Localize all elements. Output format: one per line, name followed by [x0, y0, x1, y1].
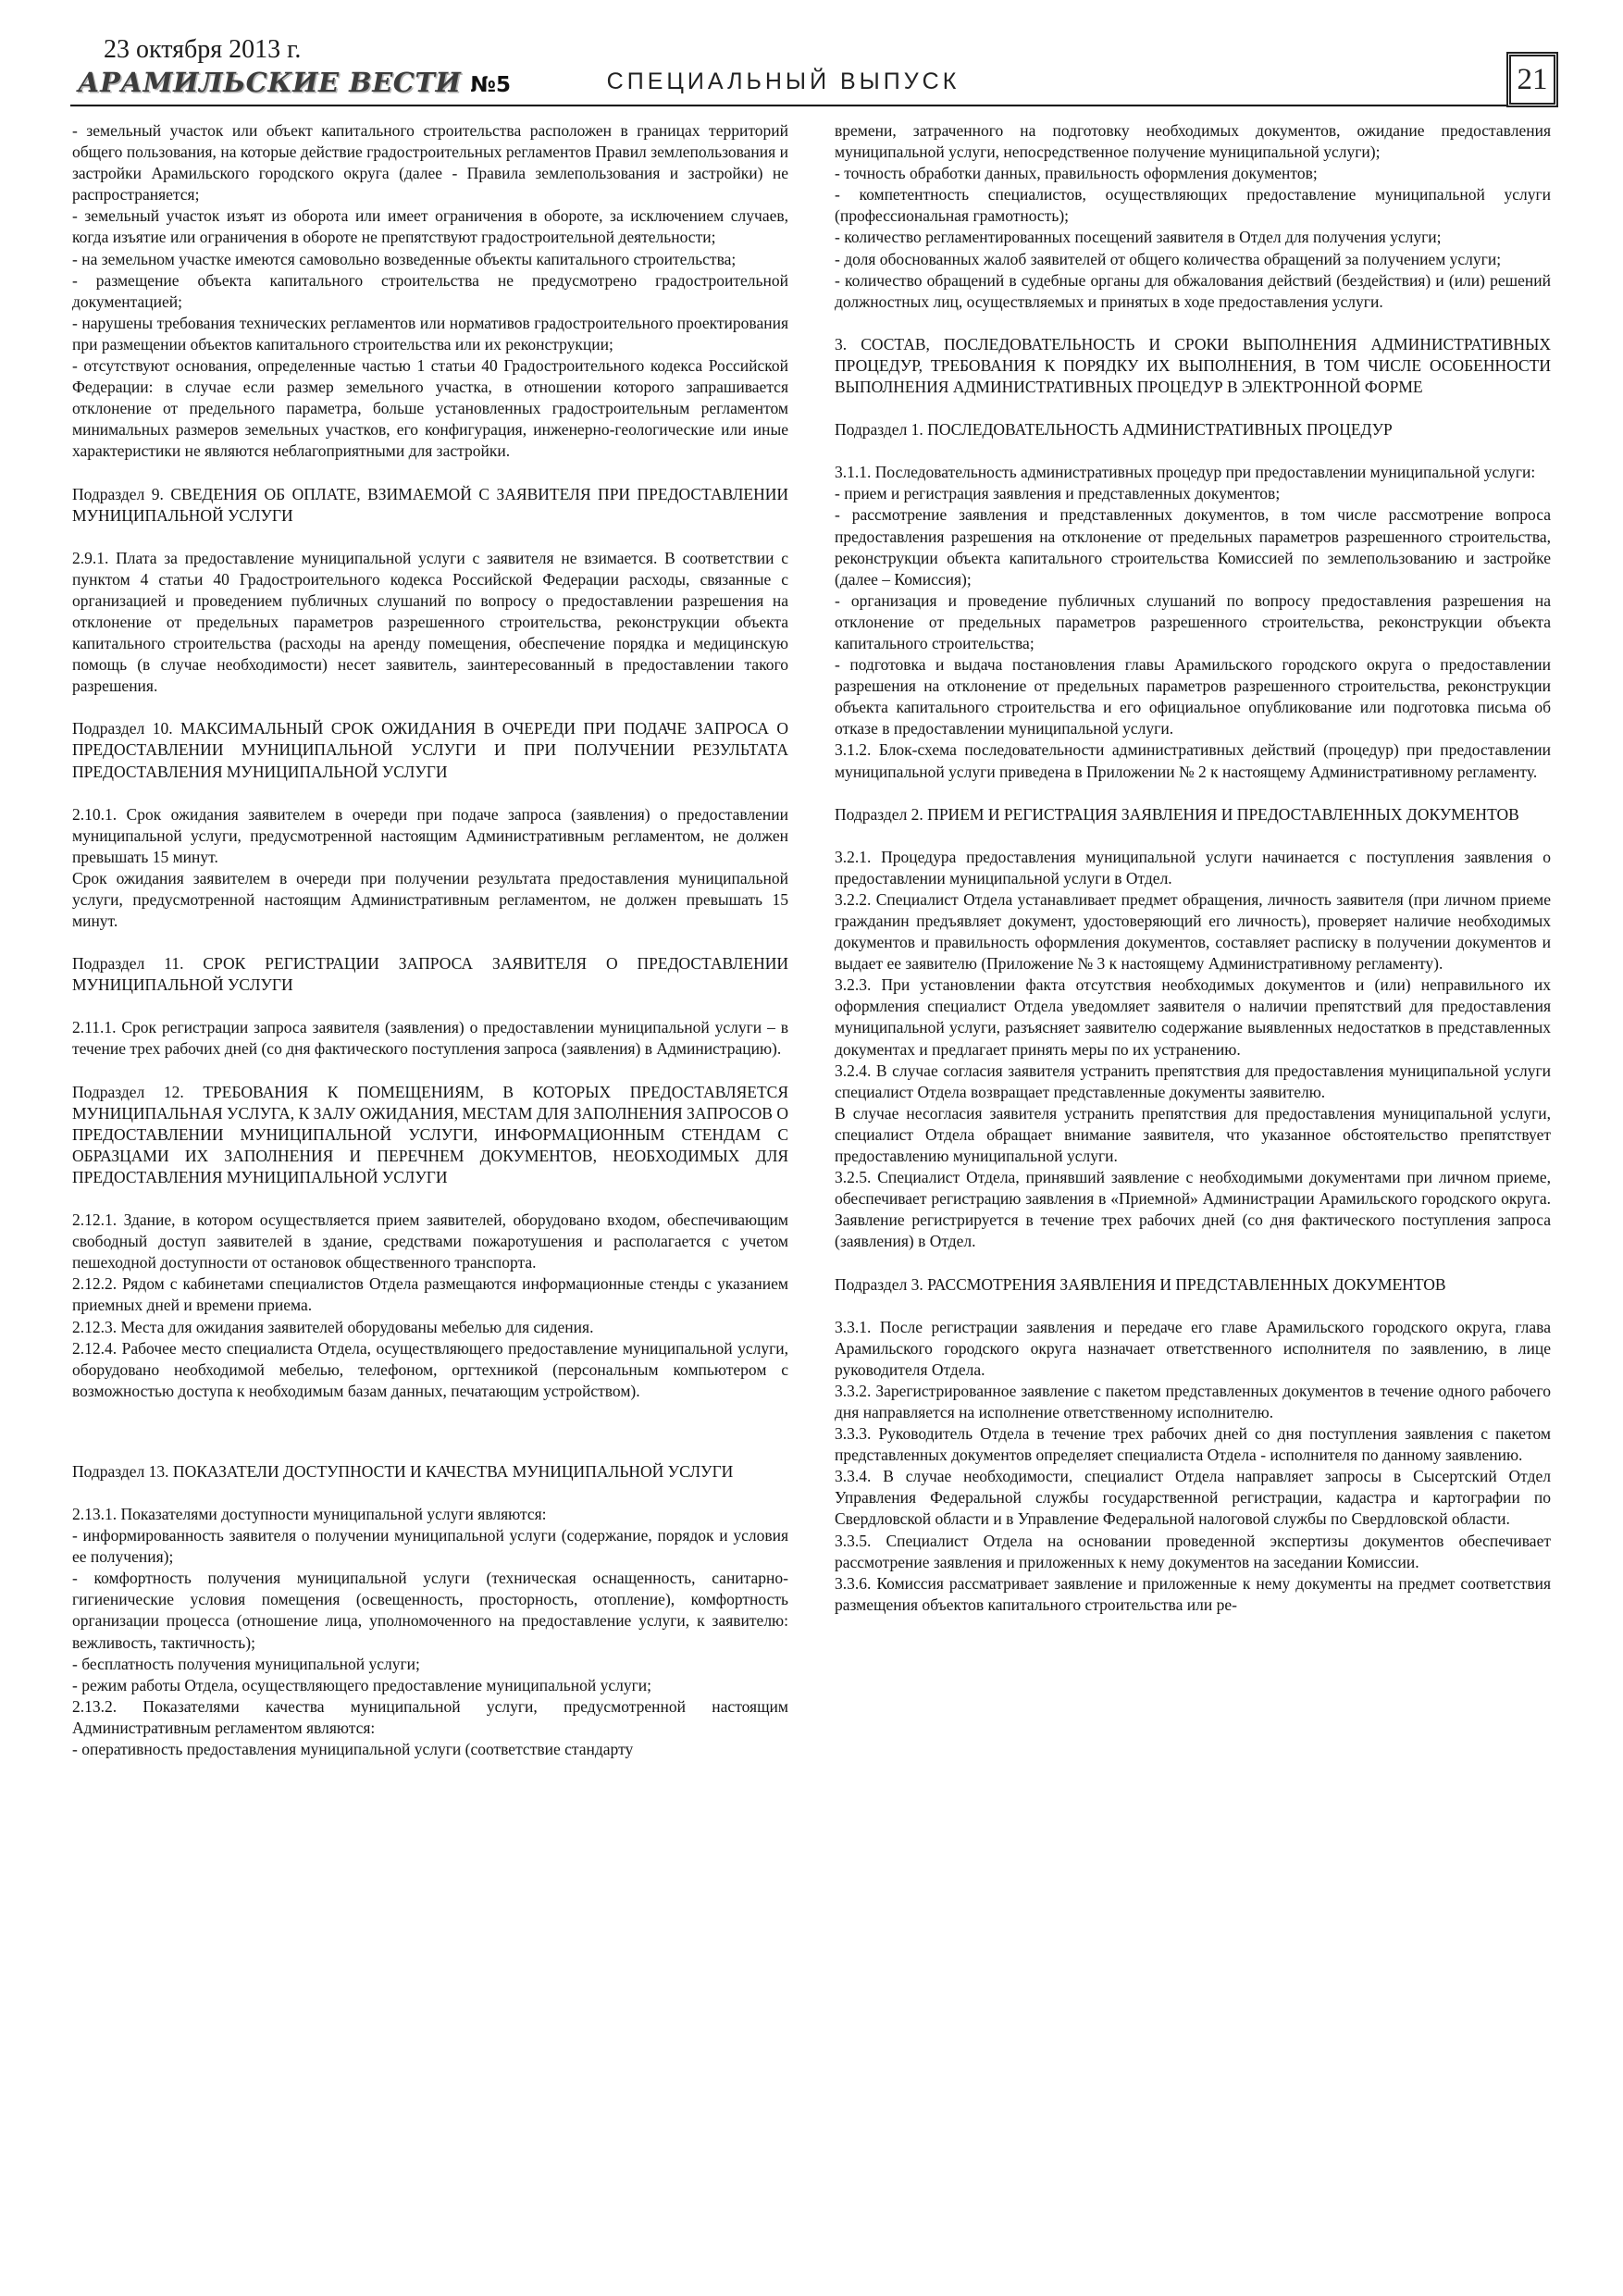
paragraph: 2.13.1. Показателями доступности муниципальной услуги являются:	[72, 1504, 547, 1523]
paragraph: 3.3.5. Специалист Отдела на основании проведенной экспертизы документов обеспечивает рассмотрение заявления и приложенных к нему документов на заседании Комиссии.	[835, 1531, 1551, 1571]
paragraph: 2.12.3. Места для ожидания заявителей оборудованы мебелью для сидения.	[72, 1317, 594, 1336]
paragraph: - доля обоснованных жалоб заявителей от общего количества обращений за получением услуги;	[835, 249, 1502, 268]
paragraph: - режим работы Отдела, осуществляющего предоставление муниципальной услуги;	[72, 1675, 651, 1694]
paragraph: - информированность заявителя о получении муниципальной услуги (содержание, порядок и условия ее получения);	[72, 1526, 788, 1567]
paragraph: - нарушены требования технических регламентов или нормативов градостроительного проектирования при размещении объектов капитального строительства или их реконструкции;	[72, 313, 788, 354]
paragraph: - рассмотрение заявления и представленных документов, в том числе рассмотрение вопроса предоставления разрешения на отклонение от предельных параметров разрешенного строительства, реконструкции объекта капитального строительства Комиссией по землепользованию и застройке (далее – Комиссия);	[835, 505, 1551, 589]
paragraph: Подраздел 11. СРОК РЕГИСТРАЦИИ ЗАПРОСА ЗАЯВИТЕЛЯ О ПРЕДОСТАВЛЕНИИ МУНИЦИПАЛЬНОЙ УСЛУГИ	[72, 954, 788, 995]
masthead-line	[78, 67, 511, 98]
paragraph: Срок ожидания заявителем в очереди при получении результата предоставления муниципальной услуги, предусмотренной настоящим Административным регламентом, не должен превышать 15 минут.	[72, 868, 788, 931]
right-column	[835, 120, 1551, 2259]
paragraph: - комфортность получения муниципальной услуги (техническая оснащенность, санитарно-гигиенические условия помещения (освещенность, просторность, отопление), комфортность организации процесса (отношение лица, уполномоченного на предоставление услуги, к заявителю: вежливость, тактичность);	[72, 1569, 788, 1652]
issue-date: 23 октября 2013 г.	[104, 35, 302, 64]
paragraph: 2.9.1. Плата за предоставление муниципальной услуги с заявителя не взимается. В соответствии с пунктом 4 статьи 40 Градостроительного кодекса Российской Федерации расходы, связанные с организацией и проведением публичных слушаний по вопросу о предоставлении разрешения на отклонение от предельных параметров разрешенного строительства, реконструкции объекта капитального строительства (расходы на аренду помещения, обеспечение порядка и медицинскую помощь (в случае необходимости) несет заявитель, заинтересованный в предоставлении такого разрешения.	[72, 548, 788, 696]
paragraph: Подраздел 2. ПРИЕМ И РЕГИСТРАЦИЯ ЗАЯВЛЕНИЯ И ПРЕДОСТАВЛЕННЫХ ДОКУМЕНТОВ	[835, 804, 1519, 824]
paragraph: - земельный участок изъят из оборота или имеет ограничения в обороте, за исключением случаев, когда изъятие или ограничения в обороте не препятствуют градостроительной деятельности;	[72, 206, 788, 247]
paragraph: - на земельном участке имеются самовольно возведенные объекты капитального строительства;	[72, 249, 737, 268]
paragraph: В случае несогласия заявителя устранить препятствия для предоставления муниципальной услуги, специалист Отдела обращает внимание заявителя, что указанное обстоятельство препятствует предоставлению муниципальной услуги.	[835, 1103, 1551, 1166]
paragraph: - точность обработки данных, правильность оформления документов;	[835, 164, 1318, 183]
paragraph: - размещение объекта капитального строительства не предусмотрено градостроительной документацией;	[72, 270, 788, 311]
paragraph: 3.3.2. Зарегистрированное заявление с пакетом представленных документов в течение одного рабочего дня направляется на исполнение ответственному исполнителю.	[835, 1381, 1551, 1421]
paragraph: Подраздел 1. ПОСЛЕДОВАТЕЛЬНОСТЬ АДМИНИСТРАТИВНЫХ ПРОЦЕДУР	[835, 420, 1393, 440]
edition-title: СПЕЦИАЛЬНЫЙ ВЫПУСК	[606, 68, 960, 94]
header-rule	[70, 105, 1553, 106]
newspaper-masthead: АРАМИЛЬСКИЕ ВЕСТИ	[78, 67, 462, 98]
paragraph: 2.10.1. Срок ожидания заявителем в очереди при подаче запроса (заявления) о предоставлении муниципальной услуги, предусмотренной настоящим Административным регламентом, не должен превышать 15 минут.	[72, 804, 788, 866]
paragraph: Подраздел 10. МАКСИМАЛЬНЫЙ СРОК ОЖИДАНИЯ В ОЧЕРЕДИ ПРИ ПОДАЧЕ ЗАПРОСА О ПРЕДОСТАВЛЕНИИ МУНИЦИПАЛЬНОЙ УСЛУГИ И ПРИ ПОЛУЧЕНИИ РЕЗУЛЬТАТА ПРЕДОСТАВЛЕНИЯ МУНИЦИПАЛЬНОЙ УСЛУГИ	[72, 719, 788, 781]
left-column	[72, 120, 788, 2259]
paragraph: 3.2.4. В случае согласия заявителя устранить препятствия для предоставления муниципальной услуги специалист Отдела возвращает представленные документы заявителю.	[835, 1061, 1551, 1101]
paragraph: 3.1.1. Последовательность административных процедур при предоставлении муниципальной услуги:	[835, 463, 1536, 482]
issue-number: №5	[470, 73, 512, 97]
paragraph: времени, затраченного на подготовку необходимых документов, ожидание предоставления муниципальной услуги, непосредственное получение муниципальной услуги);	[835, 121, 1551, 162]
paragraph: 2.12.2. Рядом с кабинетами специалистов Отдела размещаются информационные стенды с указанием приемных дней и времени приема.	[72, 1274, 788, 1315]
paragraph: 2.12.4. Рабочее место специалиста Отдела, осуществляющего предоставление муниципальной услуги, оборудовано необходимой мебелью, телефоном, оргтехникой (персональным компьютером с возможностью доступа к необходимым базам данных, печатающим устройством).	[72, 1338, 788, 1400]
paragraph: 3.3.4. В случае необходимости, специалист Отдела направляет запросы в Сысертский Отдел Управления Федеральной службы государственной регистрации, кадастра и картографии по Свердловской области и в Управление Федеральной налоговой службы по Свердловской области.	[835, 1467, 1551, 1529]
page-number: 21	[1517, 62, 1548, 96]
paragraph: 2.13.2. Показателями качества муниципальной услуги, предусмотренной настоящим Административным регламентом являются:	[72, 1696, 788, 1737]
paragraph: 3.2.2. Специалист Отдела устанавливает предмет обращения, личность заявителя (при личном приеме гражданин предъявляет документ, удостоверяющий его личность), проверяет наличие необходимых документов и правильность оформления документов, составляет расписку в получении документов и выдает ее заявителю (Приложение № 3 к настоящему Административному регламенту).	[835, 889, 1551, 974]
paragraph: - количество обращений в судебные органы для обжалования действий (бездействия) и (или) решений должностных лиц, осуществляемых и принятых в ходе предоставления услуги.	[835, 270, 1551, 311]
paragraph: 3.3.3. Руководитель Отдела в течение трех рабочих дней со дня поступления заявления с пакетом представленных документов определяет специалиста Отдела - исполнителя по данному заявлению.	[835, 1424, 1551, 1465]
paragraph: Подраздел 12. ТРЕБОВАНИЯ К ПОМЕЩЕНИЯМ, В КОТОРЫХ ПРЕДОСТАВЛЯЕТСЯ МУНИЦИПАЛЬНАЯ УСЛУГА, К ЗАЛУ ОЖИДАНИЯ, МЕСТАМ ДЛЯ ЗАПОЛНЕНИЯ ЗАПРОСОВ О ПРЕДОСТАВЛЕНИИ МУНИЦИПАЛЬНОЙ УСЛУГИ, ИНФОРМАЦИОННЫМ СТЕНДАМ С ОБРАЗЦАМИ ИХ ЗАПОЛНЕНИЯ И ПЕРЕЧНЕМ ДОКУМЕНТОВ, НЕОБХОДИМЫХ ДЛЯ ПРЕДОСТАВЛЕНИЯ МУНИЦИПАЛЬНОЙ УСЛУГИ	[72, 1082, 788, 1186]
paragraph: - компетентность специалистов, осуществляющих предоставление муниципальной услуги (профессиональная грамотность);	[835, 185, 1551, 226]
page-number-box	[1506, 52, 1558, 107]
paragraph: - отсутствуют основания, определенные частью 1 статьи 40 Градостроительного кодекса Российской Федерации: в случае если размер земельного участка, в отношении которого запрашивается отклонение от предельного параметра, больше установленных градостроительным регламентом минимальных размеров земельных участков, его конфигурация, инженерно-геологические или иные характеристики не являются неблагоприятными для застройки.	[72, 356, 788, 461]
paragraph: - количество регламентированных посещений заявителя в Отдел для получения услуги;	[835, 228, 1442, 247]
paragraph: 3.2.5. Специалист Отдела, принявший заявление с необходимыми документами при личном приеме, обеспечивает регистрацию заявления в «Приемной» Администрации Арамильского городского округа. Заявление регистрируется в течение трех рабочих дней (со дня фактического поступления запроса (заявления) в Отдел.	[835, 1168, 1551, 1251]
paragraph: Подраздел 9. СВЕДЕНИЯ ОБ ОПЛАТЕ, ВЗИМАЕМОЙ С ЗАЯВИТЕЛЯ ПРИ ПРЕДОСТАВЛЕНИИ МУНИЦИПАЛЬНОЙ УСЛУГИ	[72, 484, 788, 525]
article-body	[72, 120, 1551, 2259]
paragraph: 2.12.1. Здание, в котором осуществляется прием заявителей, оборудовано входом, обеспечивающим свободный доступ заявителей в здание, средствами пожаротушения и располагается с учетом пешеходной доступности от остановок общественного транспорта.	[72, 1210, 788, 1272]
paragraph: Подраздел 3. РАССМОТРЕНИЯ ЗАЯВЛЕНИЯ И ПРЕДСТАВЛЕННЫХ ДОКУМЕНТОВ	[835, 1274, 1446, 1294]
paragraph: - прием и регистрация заявления и представленных документов;	[835, 484, 1281, 503]
paragraph: 3.1.2. Блок-схема последовательности административных действий (процедур) при предоставлении муниципальной услуги приведена в Приложении № 2 к настоящему Административному регламенту.	[835, 740, 1551, 781]
paragraph: - бесплатность получения муниципальной услуги;	[72, 1654, 420, 1673]
paragraph: 3.2.3. При установлении факта отсутствия необходимых документов и (или) неправильного их оформления специалист Отдела уведомляет заявителя о наличии препятствий для предоставления муниципальной услуги, разъясняет заявителю содержание выявленных недостатков в представленных документах и предлагает принять меры по их устранению.	[835, 975, 1551, 1059]
paragraph: 2.11.1. Срок регистрации запроса заявителя (заявления) о предоставлении муниципальной услуги – в течение трех рабочих дней (со дня фактического поступления запроса (заявления) в Администрацию).	[72, 1018, 788, 1059]
paragraph: - земельный участок или объект капитального строительства расположен в границах территорий общего пользования, на которые действие градостроительных регламентов Правил землепользования и застройки Арамильского городского округа (далее - Правила землепользования и застройки) не распространяется;	[72, 121, 788, 205]
paragraph: 3.3.1. После регистрации заявления и передаче его главе Арамильского городского округа, глава Арамильского городского округа назначает ответственного исполнителя по заявлению, в лице руководителя Отдела.	[835, 1317, 1551, 1379]
paragraph: 3.2.1. Процедура предоставления муниципальной услуги начинается с поступления заявления о предоставлении муниципальной услуги в Отдел.	[835, 847, 1551, 887]
paragraph: - подготовка и выдача постановления главы Арамильского городского округа о предоставлении разрешения на отклонение от предельных параметров разрешенного строительства, реконструкции объекта капитального строительства и его официальное опубликование или подготовка письма об отказе в предоставлении муниципальной услуги.	[835, 655, 1551, 738]
paragraph: Подраздел 13. ПОКАЗАТЕЛИ ДОСТУПНОСТИ И КАЧЕСТВА МУНИЦИПАЛЬНОЙ УСЛУГИ	[72, 1461, 734, 1481]
paragraph: 3.3.6. Комиссия рассматривает заявление и приложенные к нему документы на предмет соответствия размещения объектов капитального строительства или ре-	[835, 1573, 1551, 1614]
paragraph: - организация и проведение публичных слушаний по вопросу предоставления разрешения на отклонение от предельных параметров разрешенного строительства, реконструкции объекта капитального строительства;	[835, 590, 1551, 652]
paragraph: 3. СОСТАВ, ПОСЛЕДОВАТЕЛЬНОСТЬ И СРОКИ ВЫПОЛНЕНИЯ АДМИНИСТРАТИВНЫХ ПРОЦЕДУР, ТРЕБОВАНИЯ К ПОРЯДКУ ИХ ВЫПОЛНЕНИЯ, В ТОМ ЧИСЛЕ ОСОБЕННОСТИ ВЫПОЛНЕНИЯ АДМИНИСТРАТИВНЫХ ПРОЦЕДУР В ЭЛЕКТРОННОЙ ФОРМЕ	[835, 334, 1551, 397]
paragraph: - оперативность предоставления муниципальной услуги (соответствие стандарту	[72, 1740, 634, 1758]
